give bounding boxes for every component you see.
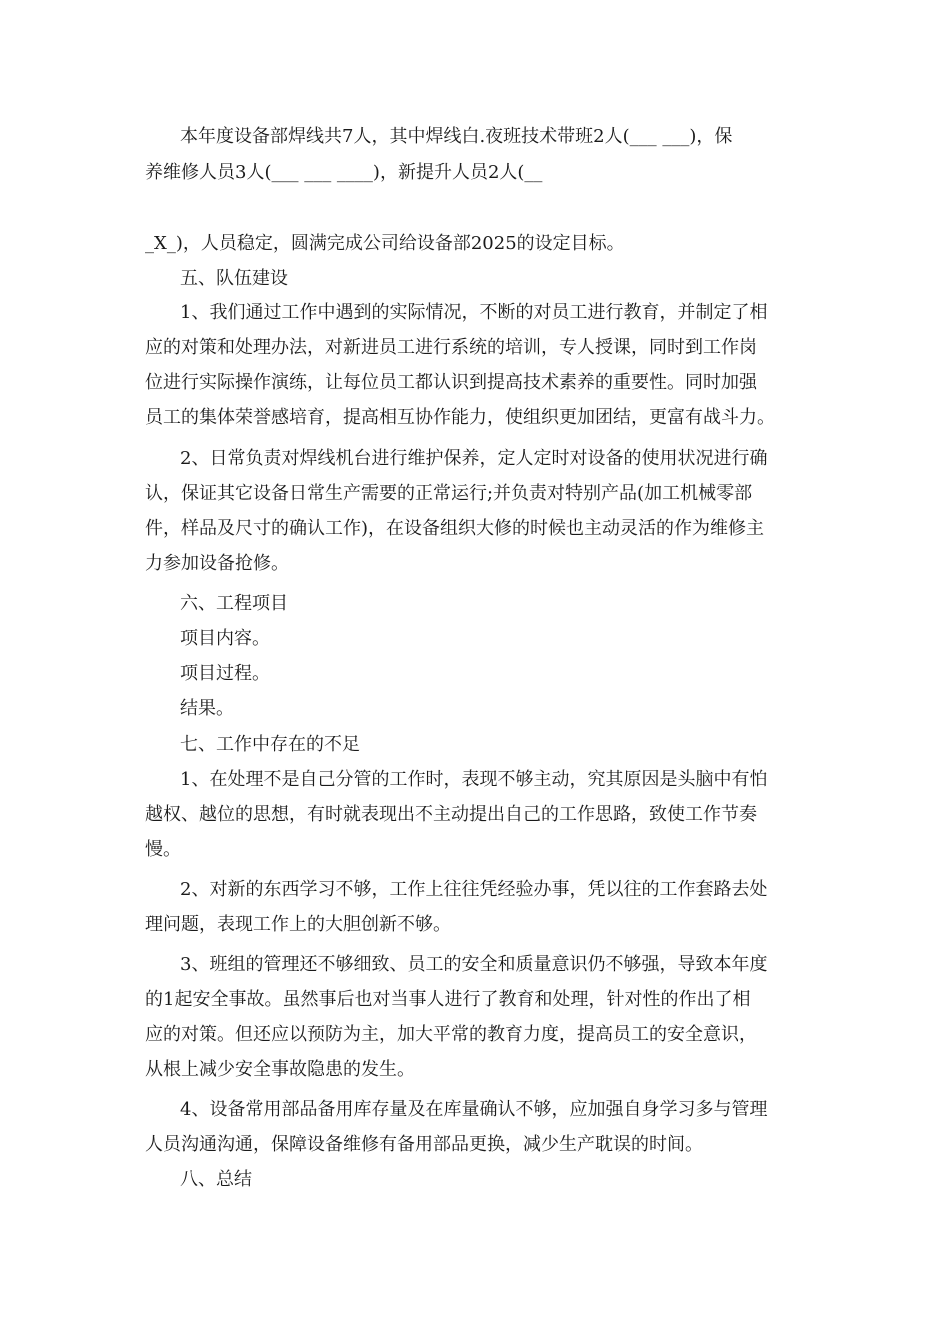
paragraph-short-4-line-1: 4、设备常用部品备用库存量及在库量确认不够，应加强自身学习多与管理	[180, 1099, 768, 1120]
project-process: 项目过程。	[180, 663, 270, 684]
paragraph-team-1-line-4: 员工的集体荣誉感培育，提高相互协作能力，使组织更加团结，更富有战斗力。	[145, 407, 775, 428]
paragraph-short-2-line-2: 理问题，表现工作上的大胆创新不够。	[145, 914, 451, 935]
paragraph-short-3-line-4: 从根上减少安全事故隐患的发生。	[145, 1059, 415, 1080]
paragraph-staffing-line-3: _X_)，人员稳定，圆满完成公司给设备部2025的设定目标。	[145, 233, 625, 254]
paragraph-team-2-line-4: 力参加设备抢修。	[145, 553, 289, 574]
paragraph-team-1-line-1: 1、我们通过工作中遇到的实际情况，不断的对员工进行教育，并制定了相	[180, 302, 768, 323]
paragraph-short-2-line-1: 2、对新的东西学习不够，工作上往往凭经验办事，凭以往的工作套路去处	[180, 879, 768, 900]
paragraph-team-1-line-2: 应的对策和处理办法，对新进员工进行系统的培训，专人授课，同时到工作岗	[145, 337, 757, 358]
paragraph-staffing-line-1: 本年度设备部焊线共7人，其中焊线白.夜班技术带班2人(___ ___)，保	[180, 126, 733, 147]
paragraph-team-2-line-1: 2、日常负责对焊线机台进行维护保养，定人定时对设备的使用状况进行确	[180, 448, 768, 469]
paragraph-short-1-line-2: 越权、越位的思想，有时就表现出不主动提出自己的工作思路，致使工作节奏	[145, 804, 757, 825]
paragraph-short-3-line-1: 3、班组的管理还不够细致、员工的安全和质量意识仍不够强，导致本年度	[180, 954, 768, 975]
section-heading-team-building: 五、队伍建设	[180, 268, 288, 289]
paragraph-short-1-line-1: 1、在处理不是自己分管的工作时，表现不够主动，究其原因是头脑中有怕	[180, 769, 768, 790]
paragraph-team-2-line-3: 件，样品及尺寸的确认工作)，在设备组织大修的时候也主动灵活的作为维修主	[145, 518, 765, 539]
paragraph-short-4-line-2: 人员沟通沟通，保障设备维修有备用部品更换，减少生产耽误的时间。	[145, 1134, 703, 1155]
paragraph-short-3-line-2: 的1起安全事故。虽然事后也对当事人进行了教育和处理，针对性的作出了相	[145, 989, 751, 1010]
paragraph-team-2-line-2: 认，保证其它设备日常生产需要的正常运行;并负责对特别产品(加工机械零部	[145, 483, 753, 504]
paragraph-short-1-line-3: 慢。	[145, 839, 181, 860]
section-heading-shortcomings: 七、工作中存在的不足	[180, 734, 360, 755]
project-result: 结果。	[180, 698, 234, 719]
paragraph-team-1-line-3: 位进行实际操作演练，让每位员工都认识到提高技术素养的重要性。同时加强	[145, 372, 757, 393]
project-content: 项目内容。	[180, 628, 270, 649]
section-heading-summary: 八、总结	[180, 1169, 252, 1190]
paragraph-staffing-line-2: 养维修人员3人(___ ___ ____)，新提升人员2人(__	[145, 162, 543, 183]
section-heading-projects: 六、工程项目	[180, 593, 288, 614]
paragraph-short-3-line-3: 应的对策。但还应以预防为主，加大平常的教育力度，提高员工的安全意识，	[145, 1024, 757, 1045]
